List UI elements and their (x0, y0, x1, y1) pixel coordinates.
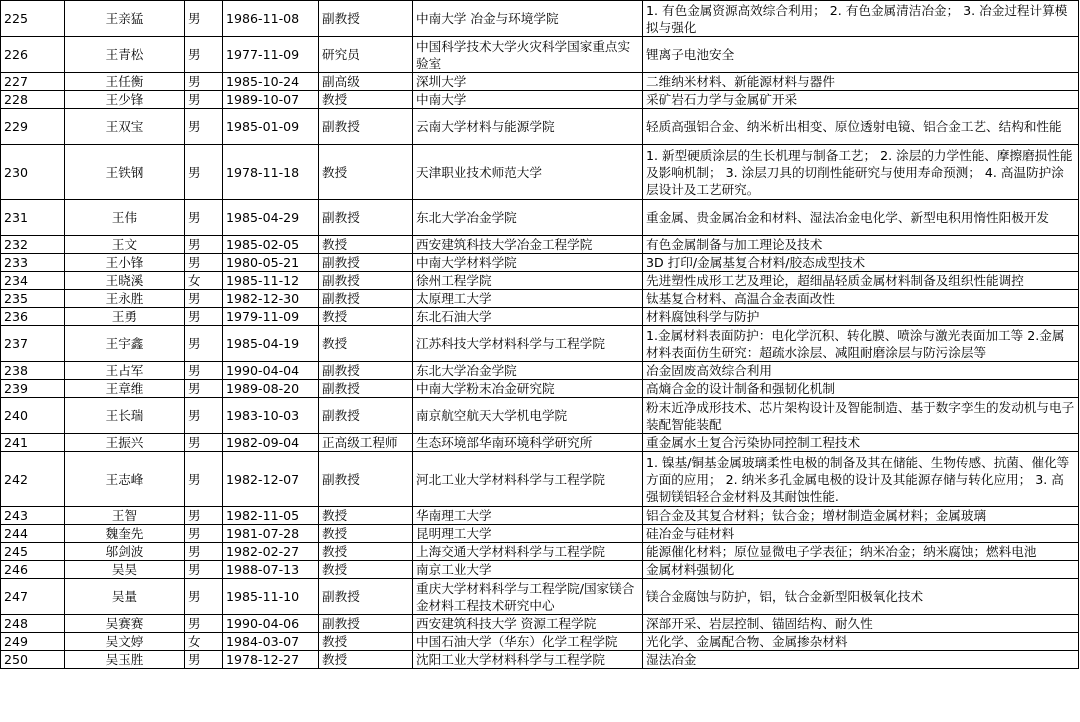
birth-date: 1981-07-28 (223, 525, 319, 543)
institution: 天津职业技术师范大学 (413, 145, 643, 200)
institution: 昆明理工大学 (413, 525, 643, 543)
research-field: 湿法冶金 (643, 651, 1079, 669)
person-name: 王少锋 (65, 91, 185, 109)
institution: 中国石油大学（华东）化学工程学院 (413, 633, 643, 651)
research-field: 重金属、贵金属冶金和材料、湿法冶金电化学、新型电积用惰性阳极开发 (643, 200, 1079, 236)
job-title: 教授 (319, 507, 413, 525)
person-name: 吴昊 (65, 561, 185, 579)
row-number: 229 (1, 109, 65, 145)
table-row (1, 615, 1079, 633)
birth-date: 1985-04-29 (223, 200, 319, 236)
table-row (1, 254, 1079, 272)
table-row (1, 362, 1079, 380)
row-number: 226 (1, 37, 65, 73)
institution: 深圳大学 (413, 73, 643, 91)
table-row (1, 452, 1079, 507)
job-title: 副教授 (319, 615, 413, 633)
gender: 男 (185, 200, 223, 236)
job-title: 副教授 (319, 290, 413, 308)
person-name: 王铁钢 (65, 145, 185, 200)
person-name: 王振兴 (65, 434, 185, 452)
gender: 男 (185, 37, 223, 73)
job-title: 副教授 (319, 362, 413, 380)
row-number: 241 (1, 434, 65, 452)
row-number: 227 (1, 73, 65, 91)
birth-date: 1985-04-19 (223, 326, 319, 362)
table-row (1, 326, 1079, 362)
gender: 男 (185, 1, 223, 37)
job-title: 教授 (319, 326, 413, 362)
research-field: 粉末近净成形技术、芯片架构设计及智能制造、基于数字孪生的发动机与电子装配智能装配 (643, 398, 1079, 434)
gender: 女 (185, 633, 223, 651)
row-number: 231 (1, 200, 65, 236)
gender: 男 (185, 326, 223, 362)
person-name: 王亲猛 (65, 1, 185, 37)
research-field: 二维纳米材料、新能源材料与器件 (643, 73, 1079, 91)
gender: 男 (185, 362, 223, 380)
person-name: 吴赛赛 (65, 615, 185, 633)
person-name: 吴文婷 (65, 633, 185, 651)
job-title: 副教授 (319, 254, 413, 272)
research-field: 深部开采、岩层控制、锚固结构、耐久性 (643, 615, 1079, 633)
table-row (1, 272, 1079, 290)
person-name: 王文 (65, 236, 185, 254)
gender: 男 (185, 398, 223, 434)
birth-date: 1985-11-12 (223, 272, 319, 290)
job-title: 教授 (319, 91, 413, 109)
birth-date: 1978-12-27 (223, 651, 319, 669)
birth-date: 1982-12-30 (223, 290, 319, 308)
table-row (1, 37, 1079, 73)
research-field: 1. 新型硬质涂层的生长机理与制备工艺； 2. 涂层的力学性能、摩擦磨损性能及影响机制； 3. 涂层刀具的切削性能研究与使用寿命预测； 4. 高温防护涂层设计及工艺研究。 (643, 145, 1079, 200)
person-name: 王双宝 (65, 109, 185, 145)
person-name: 王勇 (65, 308, 185, 326)
birth-date: 1977-11-09 (223, 37, 319, 73)
gender: 男 (185, 91, 223, 109)
gender: 男 (185, 236, 223, 254)
institution: 中国科学技术大学火灾科学国家重点实验室 (413, 37, 643, 73)
research-field: 3D 打印/金属基复合材料/胶态成型技术 (643, 254, 1079, 272)
table-row (1, 73, 1079, 91)
research-field: 铝合金及其复合材料；钛合金；增材制造金属材料；金属玻璃 (643, 507, 1079, 525)
row-number: 225 (1, 1, 65, 37)
person-name: 王宇鑫 (65, 326, 185, 362)
institution: 东北石油大学 (413, 308, 643, 326)
research-field: 重金属水土复合污染协同控制工程技术 (643, 434, 1079, 452)
person-name: 王永胜 (65, 290, 185, 308)
gender: 男 (185, 561, 223, 579)
institution: 重庆大学材料科学与工程学院/国家镁合金材料工程技术研究中心 (413, 579, 643, 615)
person-name: 王伟 (65, 200, 185, 236)
job-title: 副教授 (319, 579, 413, 615)
person-name: 王智 (65, 507, 185, 525)
job-title: 教授 (319, 236, 413, 254)
birth-date: 1979-11-09 (223, 308, 319, 326)
gender: 男 (185, 525, 223, 543)
birth-date: 1982-12-07 (223, 452, 319, 507)
table-row (1, 633, 1079, 651)
table-row (1, 109, 1079, 145)
gender: 男 (185, 543, 223, 561)
gender: 男 (185, 73, 223, 91)
birth-date: 1989-10-07 (223, 91, 319, 109)
birth-date: 1988-07-13 (223, 561, 319, 579)
gender: 男 (185, 254, 223, 272)
table-row (1, 91, 1079, 109)
institution: 中南大学 冶金与环境学院 (413, 1, 643, 37)
gender: 男 (185, 452, 223, 507)
row-number: 234 (1, 272, 65, 290)
research-field: 材料腐蚀科学与防护 (643, 308, 1079, 326)
table-row (1, 561, 1079, 579)
table-body (1, 1, 1079, 669)
row-number: 233 (1, 254, 65, 272)
table-row (1, 380, 1079, 398)
institution: 河北工业大学材料科学与工程学院 (413, 452, 643, 507)
institution: 西安建筑科技大学 资源工程学院 (413, 615, 643, 633)
institution: 中南大学材料学院 (413, 254, 643, 272)
birth-date: 1985-10-24 (223, 73, 319, 91)
row-number: 237 (1, 326, 65, 362)
institution: 南京工业大学 (413, 561, 643, 579)
row-number: 248 (1, 615, 65, 633)
person-name: 王章维 (65, 380, 185, 398)
row-number: 238 (1, 362, 65, 380)
job-title: 教授 (319, 633, 413, 651)
job-title: 副教授 (319, 200, 413, 236)
birth-date: 1985-01-09 (223, 109, 319, 145)
birth-date: 1990-04-04 (223, 362, 319, 380)
institution: 生态环境部华南环境科学研究所 (413, 434, 643, 452)
person-name: 魏奎先 (65, 525, 185, 543)
person-name: 吴量 (65, 579, 185, 615)
birth-date: 1982-09-04 (223, 434, 319, 452)
person-name: 王青松 (65, 37, 185, 73)
research-field: 能源催化材料；原位显微电子学表征；纳米冶金；纳米腐蚀；燃料电池 (643, 543, 1079, 561)
job-title: 副教授 (319, 272, 413, 290)
research-field: 镁合金腐蚀与防护，铝，钛合金新型阳极氧化技术 (643, 579, 1079, 615)
birth-date: 1985-02-05 (223, 236, 319, 254)
table-row (1, 398, 1079, 434)
job-title: 副教授 (319, 1, 413, 37)
job-title: 正高级工程师 (319, 434, 413, 452)
institution: 东北大学冶金学院 (413, 362, 643, 380)
job-title: 副教授 (319, 109, 413, 145)
row-number: 250 (1, 651, 65, 669)
institution: 江苏科技大学材料科学与工程学院 (413, 326, 643, 362)
gender: 男 (185, 434, 223, 452)
row-number: 228 (1, 91, 65, 109)
birth-date: 1984-03-07 (223, 633, 319, 651)
row-number: 242 (1, 452, 65, 507)
gender: 男 (185, 579, 223, 615)
birth-date: 1986-11-08 (223, 1, 319, 37)
birth-date: 1989-08-20 (223, 380, 319, 398)
birth-date: 1985-11-10 (223, 579, 319, 615)
research-field: 锂离子电池安全 (643, 37, 1079, 73)
gender: 男 (185, 109, 223, 145)
person-name: 吴玉胜 (65, 651, 185, 669)
research-field: 钛基复合材料、高温合金表面改性 (643, 290, 1079, 308)
institution: 西安建筑科技大学冶金工程学院 (413, 236, 643, 254)
person-name: 邬剑波 (65, 543, 185, 561)
institution: 太原理工大学 (413, 290, 643, 308)
person-name: 王长瑞 (65, 398, 185, 434)
research-field: 金属材料强韧化 (643, 561, 1079, 579)
gender: 男 (185, 615, 223, 633)
institution: 南京航空航天大学机电学院 (413, 398, 643, 434)
research-field: 冶金固废高效综合利用 (643, 362, 1079, 380)
research-field: 采矿岩石力学与金属矿开采 (643, 91, 1079, 109)
row-number: 239 (1, 380, 65, 398)
institution: 云南大学材料与能源学院 (413, 109, 643, 145)
row-number: 243 (1, 507, 65, 525)
research-field: 有色金属制备与加工理论及技术 (643, 236, 1079, 254)
table-row (1, 651, 1079, 669)
row-number: 245 (1, 543, 65, 561)
gender: 男 (185, 507, 223, 525)
person-name: 王晓溪 (65, 272, 185, 290)
table-row (1, 525, 1079, 543)
research-field: 高熵合金的设计制备和强韧化机制 (643, 380, 1079, 398)
research-field: 硅冶金与硅材料 (643, 525, 1079, 543)
row-number: 230 (1, 145, 65, 200)
row-number: 236 (1, 308, 65, 326)
person-name: 王小锋 (65, 254, 185, 272)
research-field: 先进塑性成形工艺及理论，超细晶轻质金属材料制备及组织性能调控 (643, 272, 1079, 290)
institution: 东北大学冶金学院 (413, 200, 643, 236)
job-title: 研究员 (319, 37, 413, 73)
table-row (1, 308, 1079, 326)
job-title: 教授 (319, 145, 413, 200)
birth-date: 1980-05-21 (223, 254, 319, 272)
gender: 男 (185, 651, 223, 669)
table-row (1, 236, 1079, 254)
job-title: 副高级 (319, 73, 413, 91)
institution: 华南理工大学 (413, 507, 643, 525)
gender: 男 (185, 145, 223, 200)
job-title: 教授 (319, 308, 413, 326)
birth-date: 1978-11-18 (223, 145, 319, 200)
table-row (1, 579, 1079, 615)
table-row (1, 145, 1079, 200)
research-field: 1. 镍基/铜基金属玻璃柔性电极的制备及其在储能、生物传感、抗菌、催化等方面的应用； 2. 纳米多孔金属电极的设计及其能源存储与转化应用； 3. 高强韧镁铝轻合金材料及其耐蚀性能. (643, 452, 1079, 507)
table-row (1, 290, 1079, 308)
row-number: 232 (1, 236, 65, 254)
gender: 男 (185, 308, 223, 326)
table-row (1, 1, 1079, 37)
row-number: 240 (1, 398, 65, 434)
job-title: 教授 (319, 561, 413, 579)
birth-date: 1990-04-06 (223, 615, 319, 633)
birth-date: 1982-11-05 (223, 507, 319, 525)
research-field: 1. 有色金属资源高效综合利用； 2. 有色金属清洁冶金； 3. 冶金过程计算模拟与强化 (643, 1, 1079, 37)
table-row (1, 200, 1079, 236)
person-name: 王志峰 (65, 452, 185, 507)
row-number: 235 (1, 290, 65, 308)
institution: 徐州工程学院 (413, 272, 643, 290)
row-number: 249 (1, 633, 65, 651)
row-number: 244 (1, 525, 65, 543)
gender: 男 (185, 290, 223, 308)
job-title: 副教授 (319, 398, 413, 434)
research-field: 光化学、金属配合物、金属掺杂材料 (643, 633, 1079, 651)
row-number: 246 (1, 561, 65, 579)
research-field: 轻质高强铝合金、纳米析出相变、原位透射电镜、铝合金工艺、结构和性能 (643, 109, 1079, 145)
job-title: 教授 (319, 525, 413, 543)
person-name: 王任衡 (65, 73, 185, 91)
job-title: 教授 (319, 651, 413, 669)
job-title: 教授 (319, 543, 413, 561)
research-field: 1.金属材料表面防护：电化学沉积、转化膜、喷涂与激光表面加工等 2.金属材料表面仿生研究：超疏水涂层、减阻耐磨涂层与防污涂层等 (643, 326, 1079, 362)
row-number: 247 (1, 579, 65, 615)
table-row (1, 434, 1079, 452)
birth-date: 1983-10-03 (223, 398, 319, 434)
person-name: 王占军 (65, 362, 185, 380)
gender: 女 (185, 272, 223, 290)
job-title: 副教授 (319, 452, 413, 507)
institution: 中南大学 (413, 91, 643, 109)
institution: 沈阳工业大学材料科学与工程学院 (413, 651, 643, 669)
institution: 中南大学粉末冶金研究院 (413, 380, 643, 398)
table-row (1, 543, 1079, 561)
gender: 男 (185, 380, 223, 398)
job-title: 副教授 (319, 380, 413, 398)
table-row (1, 507, 1079, 525)
birth-date: 1982-02-27 (223, 543, 319, 561)
institution: 上海交通大学材料科学与工程学院 (413, 543, 643, 561)
